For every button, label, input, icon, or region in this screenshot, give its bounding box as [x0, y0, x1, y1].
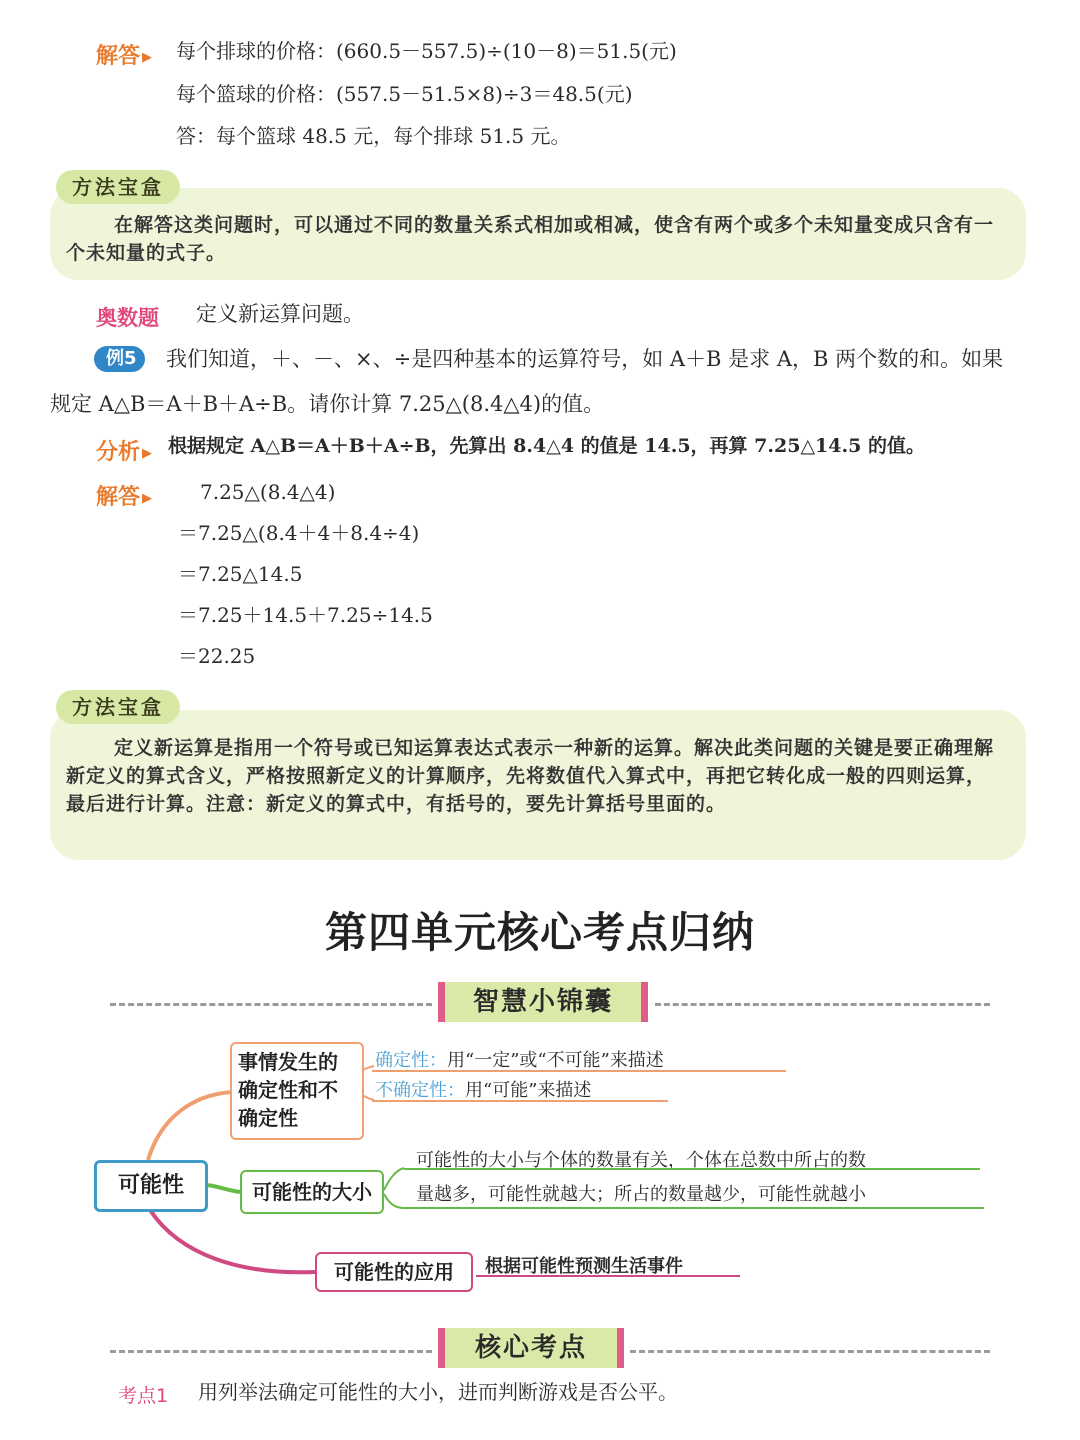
example-line-2: 规定 A△B＝A＋B＋A÷B。请你计算 7.25△(8.4△4)的值。 — [50, 392, 605, 416]
banner-core: 核心考点 — [438, 1328, 624, 1368]
solution-step-3: ＝7.25△14.5 — [178, 562, 303, 586]
example-line-1: 我们知道，＋、－、×、÷是四种基本的运算符号，如 A＋B 是求 A，B 两个数的和。如果 — [166, 347, 1004, 371]
leaf-uncertainty: 不确定性：用“可能”来描述 — [375, 1080, 592, 1101]
divider-right-1 — [655, 1003, 990, 1006]
mindmap-root: 可能性 — [94, 1160, 208, 1212]
leaf-size-line-1: 可能性的大小与个体的数量有关，个体在总数中所占的数 — [416, 1150, 866, 1171]
kaodian-text: 用列举法确定可能性的大小，进而判断游戏是否公平。 — [198, 1380, 678, 1404]
divider-left-2 — [110, 1350, 432, 1353]
branch-certainty: 事情发生的 确定性和不 确定性 — [230, 1042, 364, 1140]
olympiad-text: 定义新运算问题。 — [196, 302, 364, 326]
connector-application — [150, 1210, 315, 1272]
connector-certainty — [148, 1092, 232, 1160]
olympiad-tag: 奥数题 — [96, 306, 159, 330]
method-title-2: 方法宝盒 — [56, 690, 180, 724]
kaodian-tag: 考点1 — [118, 1385, 169, 1407]
solution-step-4: ＝7.25＋14.5＋7.25÷14.5 — [178, 603, 433, 627]
solution-step-1: 7.25△(8.4△4) — [200, 480, 336, 504]
answer-line-1: 每个排球的价格：(660.5－557.5)÷(10－8)＝51.5(元) — [176, 39, 677, 63]
divider-right-2 — [630, 1350, 990, 1353]
unit-title: 第四单元核心考点归纳 — [324, 908, 755, 957]
branch-application: 可能性的应用 — [315, 1252, 473, 1292]
divider-left-1 — [110, 1003, 432, 1006]
leaf-certainty: 确定性：用“一定”或“不可能”来描述 — [375, 1050, 664, 1071]
connector-size — [205, 1185, 240, 1192]
leaf-application: 根据可能性预测生活事件 — [485, 1256, 683, 1277]
answer-tag-1: 解答 ▶ — [96, 44, 153, 69]
answer-line-2: 每个篮球的价格：(557.5－51.5×8)÷3＝48.5(元) — [176, 82, 633, 106]
analysis-tag: 分析 ▶ — [96, 440, 153, 465]
method-text-2: 定义新运算是指用一个符号或已知运算表达式表示一种新的运算。解决此类问题的关键是要正确理解新定义的算式含义，严格按照新定义的计算顺序，先将数值代入算式中，再把它转化成一般的四则运算，最后进行计算。注意：新定义的算式中，有括号的，要先计算括号里面的。 — [66, 737, 995, 815]
method-title-1: 方法宝盒 — [56, 170, 180, 204]
method-text-1: 在解答这类问题时，可以通过不同的数量关系式相加或相减，使含有两个或多个未知量变成只含有一个未知量的式子。 — [66, 214, 995, 264]
method-box-1 — [50, 188, 1026, 280]
analysis-text: 根据规定 A△B＝A＋B＋A÷B，先算出 8.4△4 的值是 14.5，再算 7.25△14.5 的值。 — [168, 435, 925, 457]
answer-line-3: 答：每个篮球 48.5 元，每个排球 51.5 元。 — [176, 124, 571, 148]
example-badge: 例5 — [94, 346, 145, 372]
branch-size: 可能性的大小 — [240, 1170, 384, 1214]
banner-tips: 智慧小锦囊 — [438, 982, 648, 1022]
method-box-2 — [50, 710, 1026, 860]
leaf-size-line-2: 量越多，可能性就越大；所占的数量越少，可能性就越小 — [416, 1184, 866, 1205]
solution-step-5: ＝22.25 — [178, 644, 256, 668]
answer-tag-2: 解答 ▶ — [96, 485, 153, 510]
solution-step-2: ＝7.25△(8.4＋4＋8.4÷4) — [178, 521, 420, 545]
